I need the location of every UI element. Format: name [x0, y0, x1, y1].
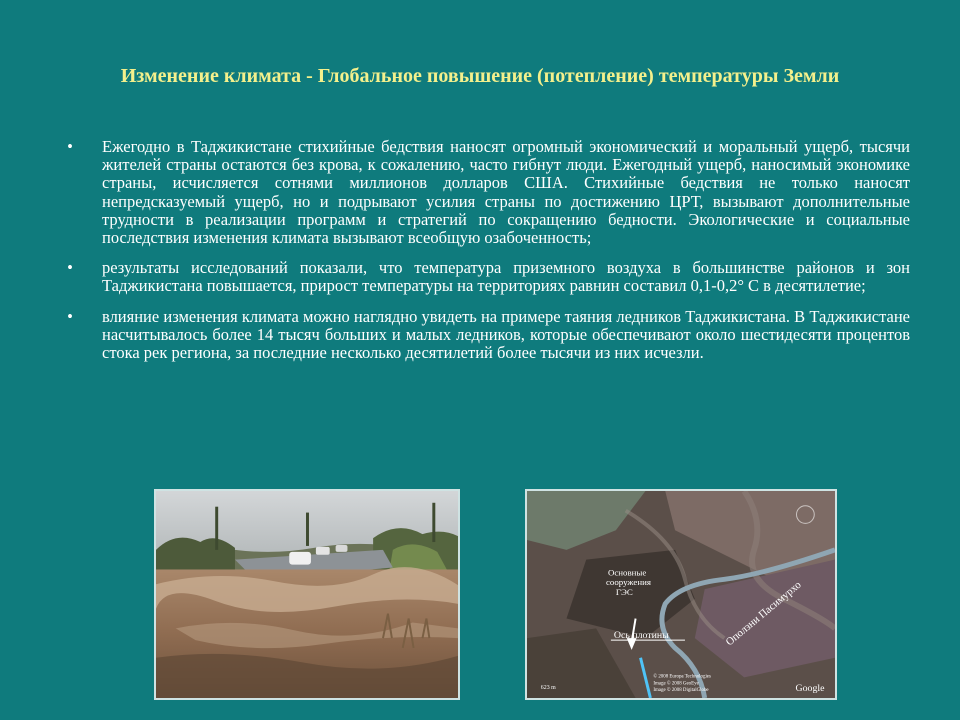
bullet-text: влияние изменения климата можно наглядно увидеть на примере таяния ледников Таджикистана. В Таджикистане насчитывалось более 14 тысяч больших и малых ледников, которые обеспечивают около шестидесяти процентов стока рек региона, за последние несколько десятилетий более тысячи из них исчезли. [102, 306, 910, 363]
bullet-text: Ежегодно в Таджикистане стихийные бедствия наносят огромный экономический и моральный ущерб, тысячи жителей страны остаются без крова, к сожалению, часто гибнут люди. Ежегодный ущерб, наносимый экономике страны, исчисляется сотнями миллионов долларов США. Стихийные бедствия не только наносят непредсказуемый ущерб, но и подрывают усилия страны по достижению ЦРТ, вызывают дополнительные трудности в реализации программ и стратегий по сокращению бедности. Экологические и социальные последствия изменения климата вызывают всеобщую озабоченность; [102, 137, 910, 248]
bullet-item-temperature [64, 259, 910, 295]
google-logo: Google [795, 683, 825, 695]
bullet-marker: • [67, 306, 73, 326]
flood-photo-image [156, 491, 458, 698]
label-scale: 623 m [540, 685, 556, 692]
flood-photo [154, 489, 460, 700]
slide-title: Изменение климата - Глобальное повышение (потепление) температуры Земли [120, 65, 840, 87]
label-copyright-1: © 2008 Europa Technologies [653, 674, 711, 680]
bullet-marker: • [67, 258, 73, 278]
satellite-map-image [527, 491, 835, 698]
label-structures-2: сооружения [605, 577, 651, 588]
bullet-text: результаты исследований показали, что температура приземного воздуха в большинстве районов и зон Таджикистана повышается, прирост температуры на территориях равнин составил 0,1-0,2° С в десятилетие; [102, 258, 910, 296]
bullet-item-glaciers [64, 308, 910, 363]
label-copyright-3: Image © 2008 DigitalGlobe [653, 688, 709, 694]
label-glacier: Оползни Пасимурхо [723, 578, 804, 649]
satellite-map [525, 489, 837, 700]
label-copyright-2: Image © 2008 GeoEye [653, 681, 699, 687]
bullet-list [64, 138, 910, 374]
bullet-marker: • [67, 137, 73, 156]
label-dam-axis: Ось плотины [613, 630, 669, 642]
label-structures-1: Основные [607, 567, 647, 578]
label-structures-3: ГЭС [615, 587, 633, 597]
bullet-item-disasters [64, 138, 910, 247]
